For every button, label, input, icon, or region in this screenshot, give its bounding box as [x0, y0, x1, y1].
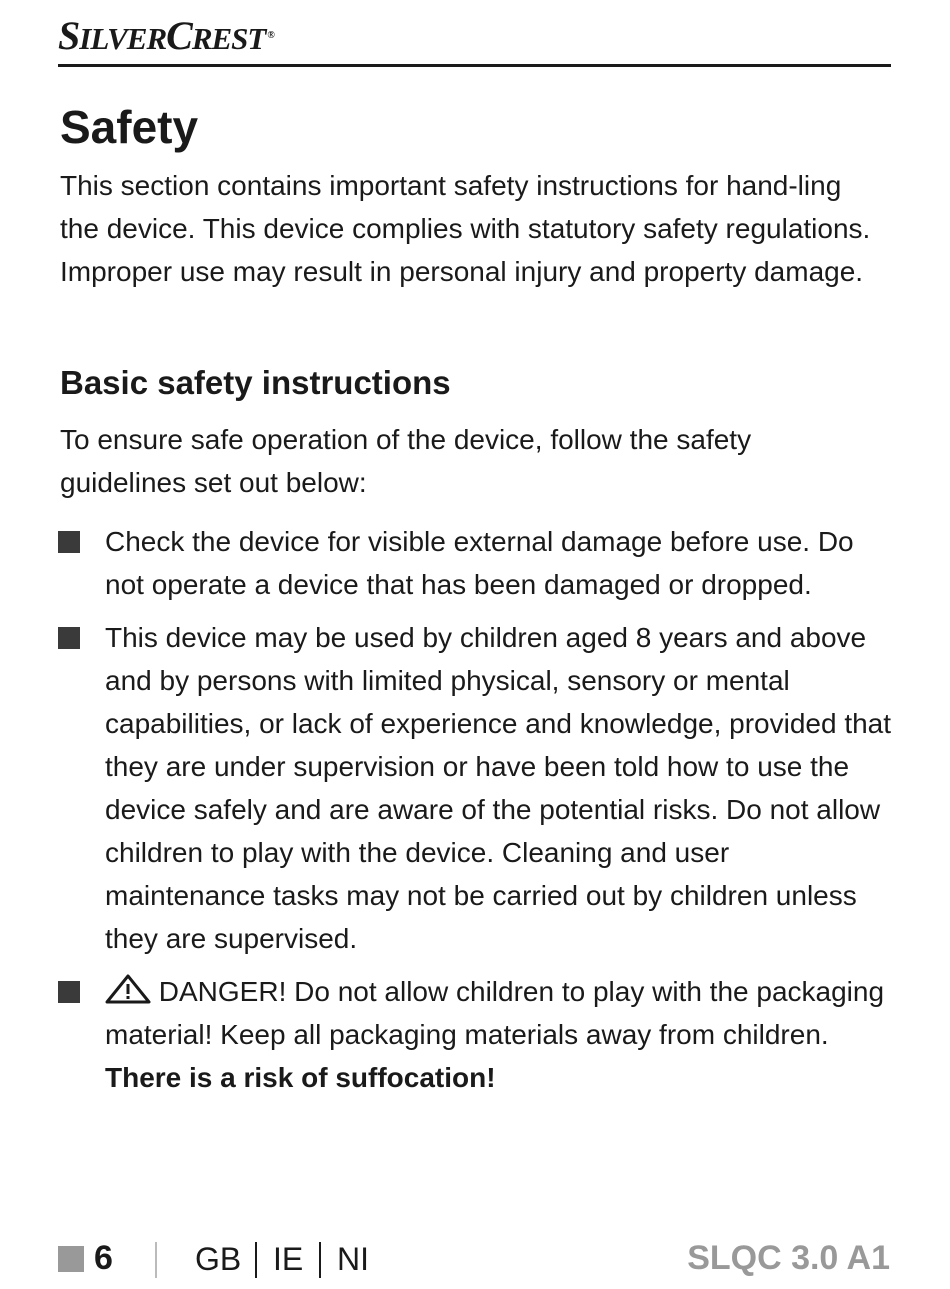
bullet-square-icon: [58, 627, 80, 649]
bullet-square-icon: [58, 531, 80, 553]
basic-safety-heading: Basic safety instructions: [60, 364, 451, 401]
page-number: 6: [94, 1239, 113, 1277]
footer-separator: [255, 1242, 257, 1278]
bullet-square-icon: [58, 981, 80, 1003]
danger-text: DANGER! Do not allow children to play with the packaging material! Keep all packaging materials away from children.: [105, 976, 885, 1050]
logo-text-ilver: ILVER: [79, 21, 167, 56]
warning-triangle-icon: [105, 974, 151, 1004]
list-item: [58, 616, 893, 960]
safety-instruction-list: [58, 520, 893, 1109]
danger-list-item: [58, 970, 893, 1099]
registered-mark: ®: [267, 30, 274, 41]
logo-letter-s: S: [58, 13, 80, 58]
footer-square-icon: [58, 1246, 84, 1272]
header-rule: [58, 64, 891, 67]
footer-separator: [155, 1242, 157, 1278]
logo-text-rest: REST: [191, 21, 266, 56]
logo-letter-c: C: [166, 13, 192, 58]
list-item-text: This device may be used by children aged 8 years and above and by persons with limited physical, sensory or mental capabilities, or lack of experience and knowledge, provided that they are under supervision or have been told how to use the device safely and are aware of the potential risks. Do not allow children to play with the device. Cleaning and user maintenance tasks may not be carried out by children unless they are supervised.: [105, 622, 892, 954]
model-number: SLQC 3.0 A1: [687, 1239, 890, 1277]
danger-emphasis: There is a risk of suffocation!: [105, 1062, 496, 1093]
section-intro: This section contains important safety instructions for hand-ling the device. This device complies with statutory safety regulations. Improper use may result in personal injury and property damage.: [60, 170, 871, 287]
footer-country-gb: GB: [195, 1241, 242, 1277]
basic-safety-lead: To ensure safe operation of the device, follow the safety guidelines set out below:: [60, 424, 752, 498]
list-item: [58, 520, 893, 606]
list-item-text: Check the device for visible external damage before use. Do not operate a device that has been damaged or dropped.: [105, 526, 854, 600]
footer-country-ie: IE: [273, 1241, 304, 1277]
brand-logo: [58, 14, 274, 61]
footer-country-ni: NI: [337, 1241, 369, 1277]
section-title: Safety: [60, 101, 199, 153]
footer-separator: [319, 1242, 321, 1278]
